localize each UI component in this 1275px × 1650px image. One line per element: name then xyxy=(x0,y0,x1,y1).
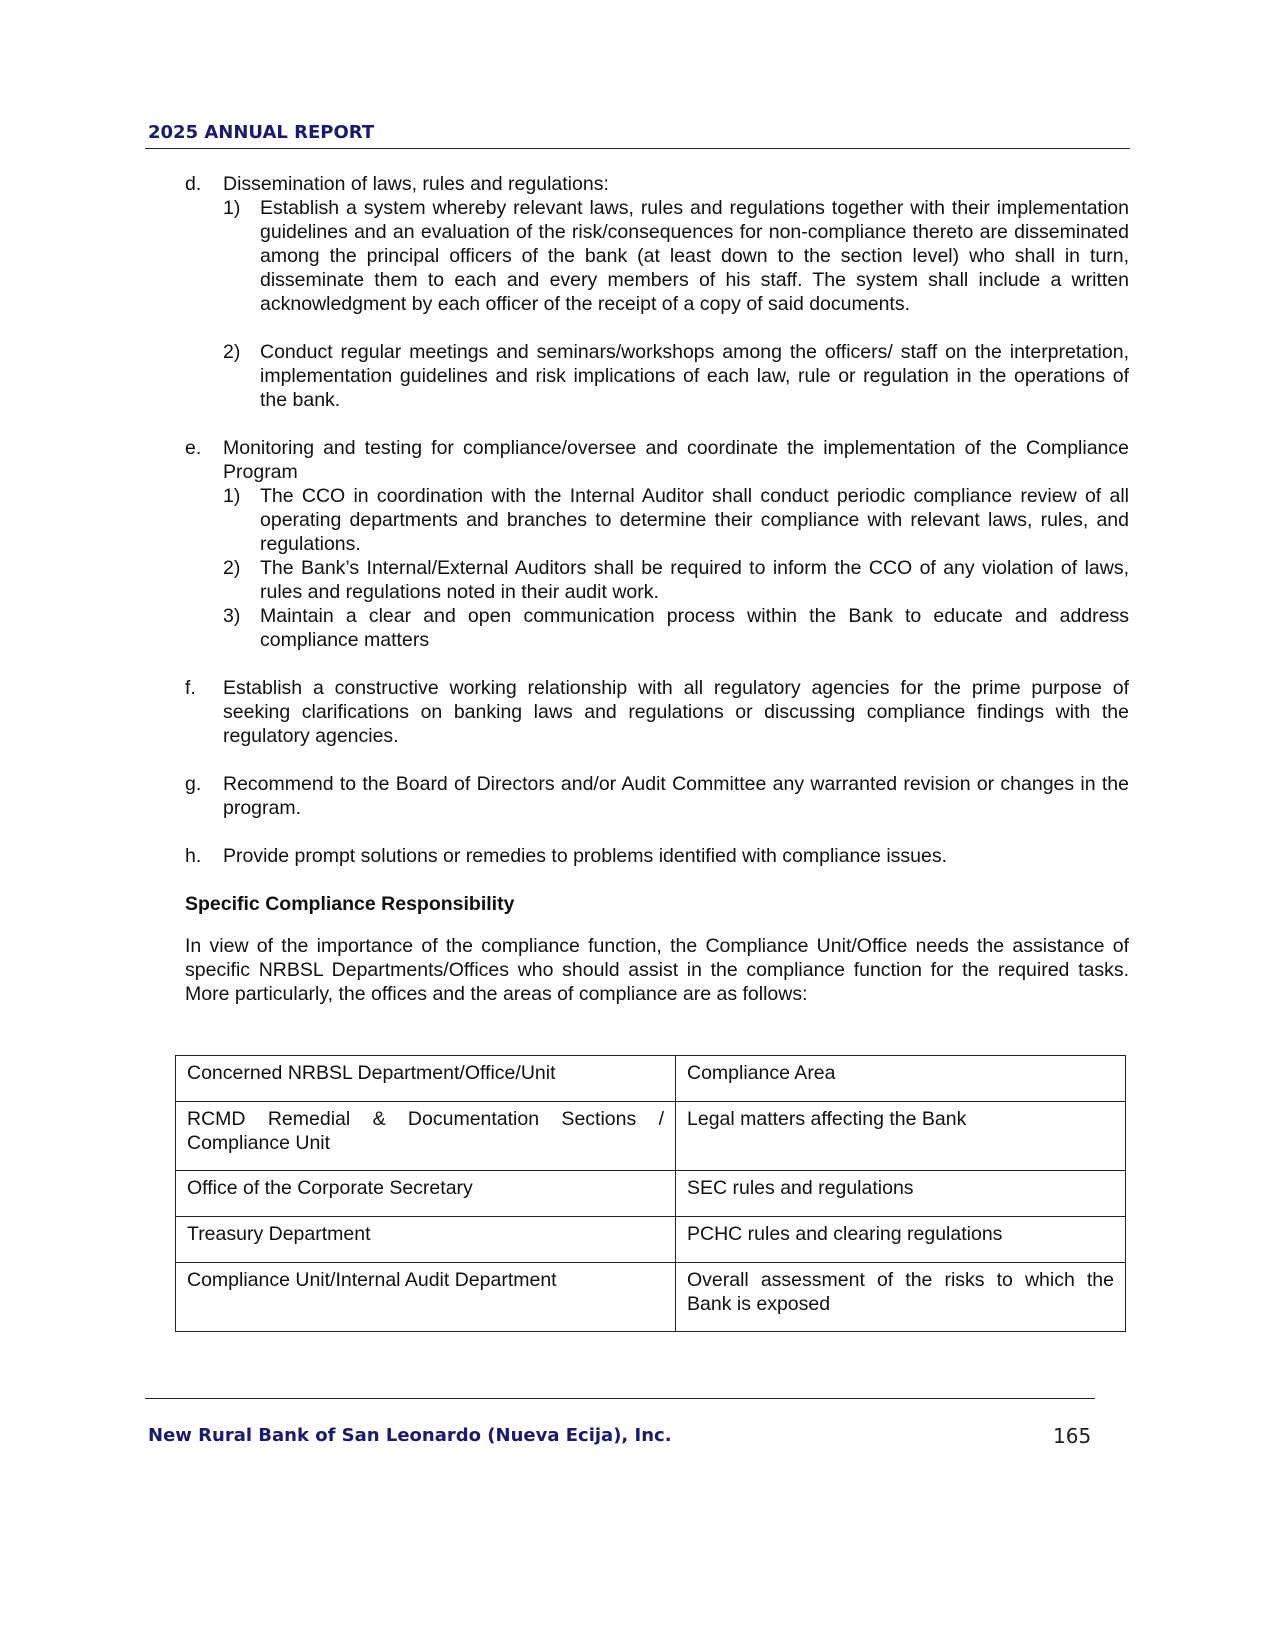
list-marker: e. xyxy=(185,437,202,459)
sub-marker: 3) xyxy=(223,605,241,627)
list-marker: f. xyxy=(185,677,196,699)
list-item-text: Dissemination of laws, rules and regulations: xyxy=(223,173,609,195)
sub-item-e3 xyxy=(223,604,1129,652)
compliance-table xyxy=(175,1055,1126,1332)
sub-marker: 1) xyxy=(223,485,241,507)
table-cell: Compliance Unit/Internal Audit Department xyxy=(176,1263,676,1332)
sub-item-text: The CCO in coordination with the Internal Auditor shall conduct periodic compliance review of all operating departments and branches to determine their compliance with relevant laws, rules, and regulations. xyxy=(260,485,1129,555)
table-cell: SEC rules and regulations xyxy=(676,1171,1126,1217)
page-number: 165 xyxy=(1053,1424,1092,1448)
sub-marker: 2) xyxy=(223,557,241,579)
table-cell: Treasury Department xyxy=(176,1217,676,1263)
section-paragraph: In view of the importance of the compliance function, the Compliance Unit/Office needs the assistance of specific NRBSL Departments/Offices who should assist in the compliance function for the required tasks. More particularly, the offices and the areas of compliance are as follows: xyxy=(185,935,1129,1005)
sub-item-d1 xyxy=(223,196,1129,316)
table-cell: PCHC rules and clearing regulations xyxy=(676,1217,1126,1263)
table-cell: Legal matters affecting the Bank xyxy=(676,1102,1126,1171)
sub-marker: 1) xyxy=(223,197,241,219)
list-marker: g. xyxy=(185,773,202,795)
header-divider xyxy=(145,148,1130,149)
sub-item-text: Conduct regular meetings and seminars/workshops among the officers/ staff on the interpretation, implementation guidelines and risk implications of each law, rule or regulation in the operations of the bank. xyxy=(260,341,1129,411)
sub-item-text: Maintain a clear and open communication process within the Bank to educate and address compliance matters xyxy=(260,605,1129,651)
list-item-g xyxy=(185,772,1129,820)
sub-item-text: Establish a system whereby relevant laws, rules and regulations together with their implementation guidelines and an evaluation of the risk/consequences for non-compliance thereto are disseminated among the principal officers of the bank (at least down to the section level) who shall in turn, disseminate them to each and every members of his staff. The system shall include a written acknowledgment by each officer of the receipt of a copy of said documents. xyxy=(260,197,1129,315)
table-header-cell: Compliance Area xyxy=(676,1056,1126,1102)
list-item-text: Provide prompt solutions or remedies to problems identified with compliance issues. xyxy=(223,845,948,867)
list-item-e xyxy=(185,436,1129,652)
list-item-h xyxy=(185,844,1129,868)
table-cell: Office of the Corporate Secretary xyxy=(176,1171,676,1217)
list-item-f xyxy=(185,676,1129,748)
footer-divider xyxy=(145,1398,1095,1399)
table-header-cell: Concerned NRBSL Department/Office/Unit xyxy=(176,1056,676,1102)
list-item-d xyxy=(185,172,1129,412)
sub-item-d2 xyxy=(223,340,1129,412)
list-item-text: Establish a constructive working relationship with all regulatory agencies for the prime purpose of seeking clarifications on banking laws and regulations or discussing compliance findings with the regulatory agencies. xyxy=(223,677,1129,747)
sub-item-e1 xyxy=(223,484,1129,556)
report-header-title: 2025 ANNUAL REPORT xyxy=(148,122,375,143)
document-body xyxy=(185,172,1129,1006)
list-item-text: Monitoring and testing for compliance/oversee and coordinate the implementation of the Compliance Program xyxy=(223,437,1129,483)
sub-item-e2 xyxy=(223,556,1129,604)
sub-marker: 2) xyxy=(223,341,241,363)
list-item-text: Recommend to the Board of Directors and/or Audit Committee any warranted revision or changes in the program. xyxy=(223,773,1129,819)
table-row xyxy=(176,1102,1126,1171)
sub-item-text: The Bank’s Internal/External Auditors shall be required to inform the CCO of any violation of laws, rules and regulations noted in their audit work. xyxy=(260,557,1129,603)
table-row xyxy=(176,1217,1126,1263)
table-header-row xyxy=(176,1056,1126,1102)
table-cell: Overall assessment of the risks to which the Bank is exposed xyxy=(676,1263,1126,1332)
list-marker: d. xyxy=(185,173,202,195)
list-marker: h. xyxy=(185,845,202,867)
table-row xyxy=(176,1263,1126,1332)
table-row xyxy=(176,1171,1126,1217)
section-heading: Specific Compliance Responsibility xyxy=(185,893,515,915)
table-cell: RCMD Remedial & Documentation Sections / Compliance Unit xyxy=(176,1102,676,1171)
footer-bank-name: New Rural Bank of San Leonardo (Nueva Ecija), Inc. xyxy=(148,1425,672,1446)
